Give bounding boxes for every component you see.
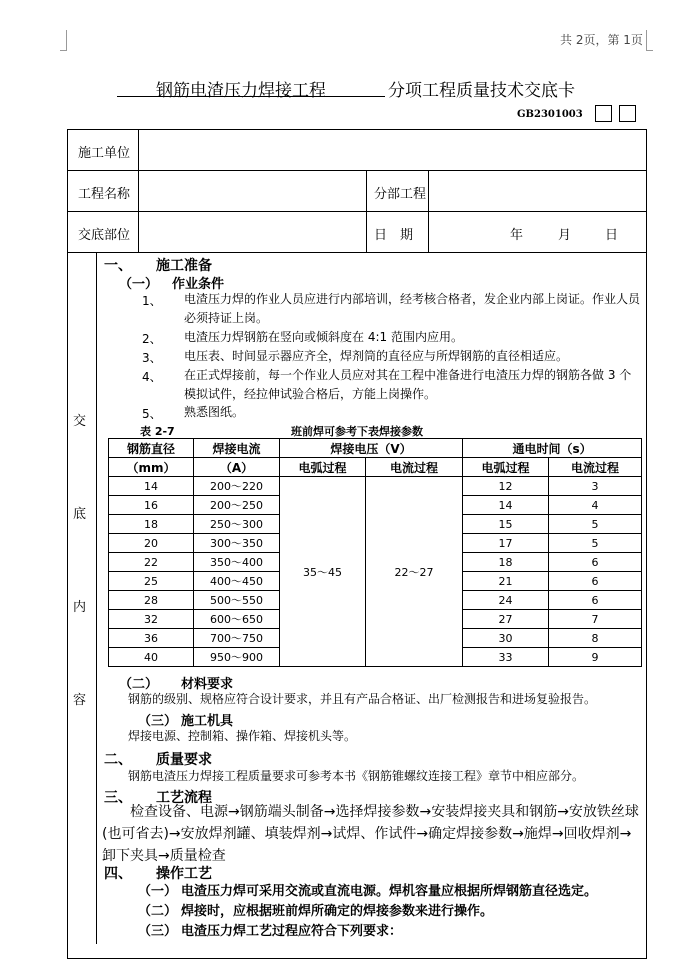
table-header: 电弧过程 (463, 458, 549, 477)
unit-label: 施工单位 (78, 146, 131, 161)
table-cell: 350～400 (194, 553, 280, 572)
location-field[interactable] (140, 212, 365, 251)
item-text: 电压表、时间显示器应齐全，焊剂筒的直径应与所焊钢筋的直径相适应。 (184, 349, 569, 363)
subsection-number: （三） (138, 924, 178, 939)
table-cell: 33 (463, 648, 549, 667)
section-title: 质量要求 (156, 752, 212, 768)
table-cell: 9 (549, 648, 642, 667)
table-header: 通电时间（s） (463, 439, 642, 458)
table-cell: 27 (463, 610, 549, 629)
location-label: 交底部位 (78, 228, 131, 243)
date-day: 日 (605, 228, 619, 243)
table-header: 电弧过程 (280, 458, 366, 477)
col-divider (428, 170, 429, 252)
subsection-text: 电渣压力焊工艺过程应符合下列要求： (181, 924, 403, 939)
checkbox-2[interactable] (619, 105, 636, 122)
table-cell: 6 (549, 553, 642, 572)
date-year: 年 (510, 228, 524, 243)
table-cell: 36 (109, 629, 194, 648)
table-cell: 40 (109, 648, 194, 667)
table-cell: 200～250 (194, 496, 280, 515)
subproject-field[interactable] (430, 171, 645, 210)
subsection-number: （一） (119, 277, 159, 292)
table-cell: 35～45 (280, 477, 366, 667)
item-text: 电渣压力焊钢筋在竖向或倾斜度在 4:1 范围内应用。 (184, 330, 463, 344)
table-cell: 18 (109, 515, 194, 534)
section-number: 二、 (104, 752, 132, 768)
section-title: 操作工艺 (156, 866, 212, 882)
table-header: （A） (194, 458, 280, 477)
process-flow: 检查设备、电源→钢筋端头制备→选择焊接参数→安装焊接夹具和钢筋→安放铁丝球(也可省去)→安放焊剂罐、填装焊剂→试焊、作试件→确定焊接参数→施焊→回收焊剂→卸下夹具→质量检查 (102, 804, 639, 864)
item-text: 电渣压力焊的作业人员应进行内部培训，经考核合格者，发企业内部上岗证。作业人员必须持证上岗。 (184, 292, 641, 325)
table-cell: 16 (109, 496, 194, 515)
item-number: 2、 (142, 332, 162, 346)
table-cell: 950～900 (194, 648, 280, 667)
col-divider (96, 252, 97, 944)
project-label: 工程名称 (78, 187, 131, 202)
item-number: 3、 (142, 351, 162, 365)
section-title: 施工准备 (156, 258, 212, 274)
table-title: 班前焊可参考下表焊接参数 (291, 425, 423, 438)
table-cell: 700～750 (194, 629, 280, 648)
table-cell: 28 (109, 591, 194, 610)
project-field[interactable] (140, 171, 365, 210)
date-label: 日 期 (374, 228, 414, 243)
subsection-title: 施工机具 (181, 714, 234, 729)
table-number: 表 2-7 (140, 425, 175, 438)
checkbox-1[interactable] (595, 105, 612, 122)
welding-params-table (108, 438, 642, 667)
subsection-title: 作业条件 (172, 277, 225, 292)
page-info: 共 2页，第 1页 (560, 33, 643, 47)
paragraph: 钢筋电渣压力焊接工程质量要求可参考本书《钢筋锥螺纹连接工程》章节中相应部分。 (128, 769, 585, 783)
subsection-text: 电渣压力焊可采用交流或直流电源。焊机容量应根据所焊钢筋直径选定。 (181, 884, 598, 899)
col-divider (366, 170, 367, 252)
table-cell: 22～27 (366, 477, 463, 667)
subsection-number: （二） (119, 677, 159, 692)
table-cell: 5 (549, 515, 642, 534)
table-cell: 600～650 (194, 610, 280, 629)
side-label-char: 底 (73, 507, 87, 522)
table-cell: 5 (549, 534, 642, 553)
col-divider (138, 129, 139, 252)
paragraph: 焊接电源、控制箱、操作箱、焊接机头等。 (128, 729, 357, 743)
subsection-number: （三） (138, 714, 178, 729)
table-cell: 200～220 (194, 477, 280, 496)
table-cell: 32 (109, 610, 194, 629)
item-number: 5、 (142, 407, 162, 421)
date-month: 月 (558, 228, 572, 243)
item-number: 1、 (142, 294, 162, 308)
table-cell: 24 (463, 591, 549, 610)
table-row (109, 477, 642, 496)
table-cell: 12 (463, 477, 549, 496)
corner-mark-right (646, 30, 653, 51)
table-cell: 3 (549, 477, 642, 496)
item-text: 熟悉图纸。 (184, 405, 245, 419)
doc-code: GB2301003 (517, 109, 583, 120)
subproject-label: 分部工程 (374, 187, 427, 202)
subsection-number: （二） (138, 904, 178, 919)
table-header: 电流过程 (366, 458, 463, 477)
side-label-char: 内 (73, 600, 87, 615)
table-cell: 400～450 (194, 572, 280, 591)
subsection-number: （一） (138, 884, 178, 899)
table-cell: 15 (463, 515, 549, 534)
table-cell: 250～300 (194, 515, 280, 534)
item-number: 4、 (142, 370, 162, 384)
table-cell: 14 (109, 477, 194, 496)
table-cell: 20 (109, 534, 194, 553)
item-text: 在正式焊接前，每一个作业人员应对其在工程中准备进行电渣压力焊的钢筋各做 3 个模拟试件，经拉伸试验合格后，方能上岗操作。 (184, 368, 632, 401)
table-cell: 7 (549, 610, 642, 629)
side-label-char: 交 (73, 414, 87, 429)
title-left: 钢筋电渣压力焊接工程 (156, 81, 326, 101)
table-cell: 6 (549, 591, 642, 610)
table-header: 焊接电流 (194, 439, 280, 458)
section-number: 三、 (104, 790, 132, 806)
table-cell: 6 (549, 572, 642, 591)
paragraph: 钢筋的级别、规格应符合设计要求，并且有产品合格证、出厂检测报告和进场复验报告。 (128, 692, 597, 706)
table-header: （mm） (109, 458, 194, 477)
title-underline (117, 96, 385, 97)
row-divider (67, 252, 647, 253)
table-cell: 22 (109, 553, 194, 572)
table-cell: 18 (463, 553, 549, 572)
table-cell: 25 (109, 572, 194, 591)
table-cell: 4 (549, 496, 642, 515)
section-title: 工艺流程 (156, 790, 212, 806)
subsection-text: 焊接时，应根据班前焊所确定的焊接参数来进行操作。 (181, 904, 494, 919)
section-number: 四、 (104, 866, 132, 882)
table-cell: 8 (549, 629, 642, 648)
table-header: 电流过程 (549, 458, 642, 477)
corner-mark-left (60, 30, 67, 51)
unit-field[interactable] (140, 130, 645, 169)
table-cell: 300～350 (194, 534, 280, 553)
section-number: 一、 (104, 258, 132, 274)
table-header: 焊接电压（V） (280, 439, 463, 458)
table-header: 钢筋直径 (109, 439, 194, 458)
table-cell: 21 (463, 572, 549, 591)
subsection-title: 材料要求 (181, 677, 234, 692)
table-cell: 14 (463, 496, 549, 515)
table-cell: 17 (463, 534, 549, 553)
title-right: 分项工程质量技术交底卡 (388, 81, 575, 101)
table-cell: 500～550 (194, 591, 280, 610)
side-label-char: 容 (73, 693, 87, 708)
table-cell: 30 (463, 629, 549, 648)
